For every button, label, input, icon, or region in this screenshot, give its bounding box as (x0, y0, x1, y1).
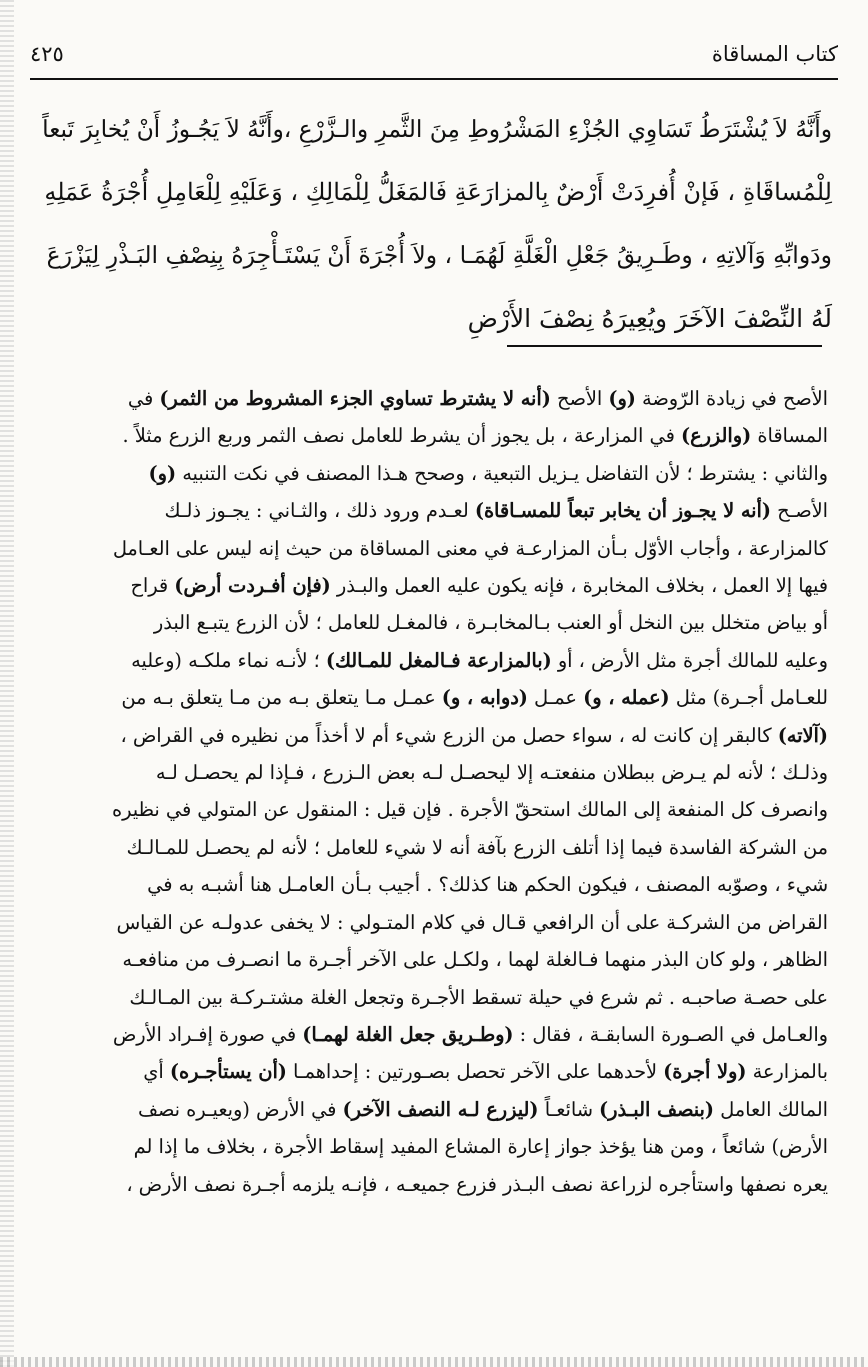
quoted-matn: (ليزرع لـه النصف الآخر) (342, 1097, 539, 1121)
page-edge-scan-artifact (0, 0, 14, 1367)
matn-line: لَهُ النِّصْفَ الآخَرَ ويُعِيرَهُ نِصْفَ الأَرْضِ (467, 304, 832, 333)
quoted-matn: (بنصف البـذر) (599, 1097, 715, 1121)
commentary-line: الظاهر ، ولو كان البذر منهما فـالغلة لهما ، ولكـل على الآخر أجـرة ما انصـرف من منافعـه (122, 948, 828, 972)
commentary-line: القراض من الشركـة على أن الرافعي قـال في كلام المتـولي : لا يخفى عدولـه عن القياس (116, 910, 828, 934)
matn-line: ودَوابِّهِ وَآلاتِهِ ، وطَـرِيقُ جَعْلِ الْغَلَّةِ لَهُمَـا ، ولاَ أُجْرَةَ أَنْ يَسْتَـأْجِرَهُ بِنِصْفِ البَـذْرِ لِيَزْرَعَ (46, 241, 832, 269)
commentary-line: وعليه للمالك أجرة مثل الأرض ، أو (بالمزارعة فـالمغل للمـالك) ؛ لأنـه نماء ملكـه (وعليه (131, 648, 828, 672)
commentary-line: الأرض) شائعاً ، ومن هنا يؤخذ جواز إعارة المشاع المفيد إسقاط الأجرة ، بخلاف ما إذا لم (133, 1135, 828, 1159)
quoted-matn: (والزرع) (680, 424, 752, 448)
commentary-line: (آلاته) كالبقر إن كانت له ، سواء حصل من الزرع شيء أم لا أخذاً من نظيره في القراض ، (120, 723, 828, 747)
matn-line: وأَنَّهُ لاَ يُشْتَرَطُ تَسَاوِي الجُزْءِ المَشْرُوطِ مِنَ الثَّمرِ والـزَّرْعِ ،وأَنَّهُ لاَ يَجُـوزُ أَنْ يُخابِرَ تَبعاً (42, 116, 832, 143)
quoted-matn: (و) (608, 387, 636, 410)
commentary-text (40, 380, 828, 1203)
quoted-matn: (عمله ، و) (583, 686, 670, 710)
page-number: ٤٢٥ (30, 42, 64, 66)
quoted-matn: (فإن أفـردت أرض) (174, 574, 331, 598)
commentary-line: المساقاة (والزرع) في المزارعة ، بل يجوز أن يشرط للعامل نصف الثمر وربع الزرع مثلاً . (122, 424, 828, 448)
quoted-matn: (بالمزارعة فـالمغل للمـالك) (325, 648, 552, 672)
commentary-line: والثاني : يشترط ؛ لأن التفاضل يـزيل التبعية ، وصحح هـذا المصنف في نكت التنبيه (و) (148, 461, 828, 485)
commentary-line: فيها إلا العمل ، بخلاف المخابرة ، فإنه يكون عليه العمل والبـذر (فإن أفـردت أرض) قراح (130, 574, 828, 598)
quoted-matn: (آلاته) (777, 723, 828, 747)
commentary-line: يعره نصفها واستأجره لزراعة نصف البـذر فزرع جميعـه ، فإنـه يلزمه أجـرة نصف الأرض ، (126, 1172, 828, 1196)
commentary-line: وذلـك ؛ لأنه لم يـرض ببطلان منفعتـه إلا ليحصـل لـه بعض الـزرع ، فـإذا لم يحصـل لـه (155, 761, 828, 785)
commentary-line: بالمزارعة (ولا أجرة) لأحدهما على الآخر تحصل بصـورتين : إحداهمـا (أن يستأجـره) أي (143, 1060, 828, 1084)
commentary-line: للعـامل أجـرة) مثل (عمله ، و) عمـل (دوابه ، و) عمـل مـا يتعلق بـه من مـا يتعلق بـه من (121, 686, 828, 710)
quoted-matn: (أنه لا يشترط تساوي الجزء المشروط من الثمر) (159, 387, 551, 410)
matn-line: لِلْمُساقَاةِ ، فَإنْ أُفرِدَتْ أَرْضٌ بِالمزارَعَةِ فَالمَغَلُّ لِلْمَالِكِ ، وَعَلَيْهِ لِلْعَامِلِ أُجْرَةُ عَمَلِهِ (44, 178, 832, 206)
commentary-line: شيء ، وصوّبه المصنف ، فيكون الحكم هنا كذلك؟ . أجيب بـأن العامـل هنا أشبـه به في (147, 873, 828, 897)
matn-text (42, 98, 832, 350)
commentary-line: أو بياض متخلل بين النخل أو العنب بـالمخابـرة ، فالمغـل للعامل ؛ لأن الزرع يتبـع البذر (153, 611, 828, 635)
commentary-line: على حصـة صاحبـه . ثم شرع في حيلة تسقط الأجـرة وتجعل الغلة مشتـركـة بين المـالـك (129, 985, 828, 1009)
header-rule (30, 78, 838, 80)
separator-rule (507, 345, 822, 347)
quoted-matn: (ولا أجرة) (663, 1060, 747, 1084)
commentary-line: وانصرف كل المنفعة إلى المالك استحقّ الأجرة . فإن قيل : المنقول عن المتولي في نظيره (112, 798, 828, 822)
quoted-matn: (وطـريق جعل الغلة لهمـا) (302, 1022, 514, 1046)
commentary-line: المالك العامل (بنصف البـذر) شائعـاً (ليزرع لـه النصف الآخر) في الأرض (ويعيـره نصف (137, 1097, 828, 1121)
running-title: كتاب المساقاة (711, 42, 838, 66)
quoted-matn: (و) (148, 461, 177, 485)
quoted-matn: (أنه لا يجـوز أن يخابر تبعاً للمسـاقاة) (474, 499, 772, 523)
quoted-matn: (دوابه ، و) (441, 686, 528, 710)
page-header (30, 40, 838, 80)
commentary-line: الأصـح (أنه لا يجـوز أن يخابر تبعاً للمسـاقاة) لعـدم ورود ذلك ، والثـاني : يجـوز ذلـك (164, 499, 828, 523)
commentary-line: كالمزارعة ، وأجاب الأوّل بـأن المزارعـة في معنى المساقاة من حيث إنه ليس على العـامل (112, 536, 828, 560)
quoted-matn: (أن يستأجـره) (169, 1060, 287, 1084)
commentary-line: والعـامل في الصـورة السابقـة ، فقال : (وطـريق جعل الغلة لهمـا) في صورة إفـراد الأرض (112, 1022, 828, 1046)
commentary-line: من الشركة الفاسدة فيما إذا أتلف الزرع بآفة أنه لا شيء للعامل ؛ لأنه لم يحصـل للمـالـك (126, 835, 828, 859)
page-edge-bottom-artifact (0, 1357, 868, 1367)
commentary-line: الأصح في زيادة الرّوضة (و) الأصح (أنه لا يشترط تساوي الجزء المشروط من الثمر) في (127, 387, 828, 410)
